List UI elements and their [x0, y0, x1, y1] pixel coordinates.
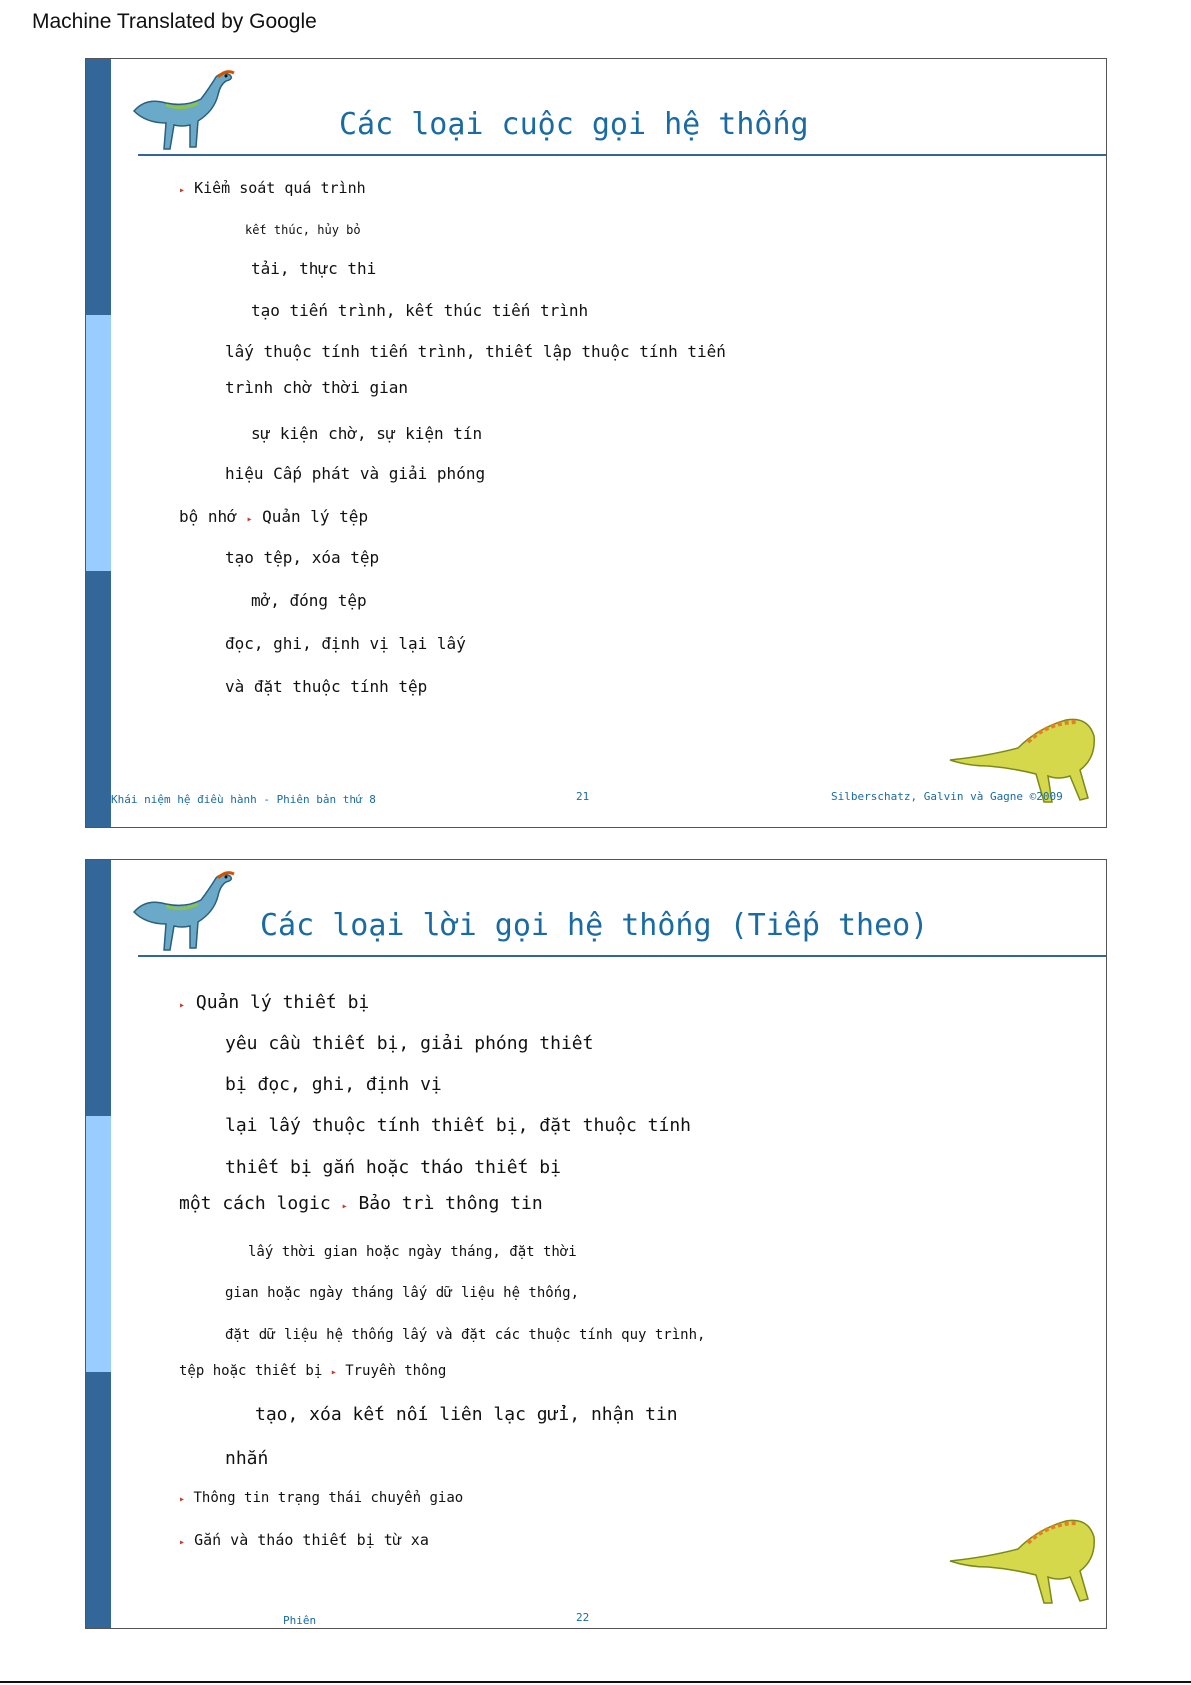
triangle-bullet-icon: ▸ — [341, 1201, 348, 1212]
list-item: lại lấy thuộc tính thiết bị, đặt thuộc tính — [225, 1115, 691, 1136]
list-item: bộ nhớ ▸ Quản lý tệp — [179, 507, 369, 526]
list-item: tải, thực thi — [251, 259, 377, 278]
list-item: đặt dữ liệu hệ thống lấy và đặt các thuộc tính quy trình, — [225, 1327, 706, 1343]
list-item: tệp hoặc thiết bị ▸ Truyền thông — [179, 1363, 447, 1379]
list-item: và đặt thuộc tính tệp — [225, 677, 428, 696]
list-item: tạo, xóa kết nối liên lạc gửi, nhận tin — [255, 1404, 678, 1425]
slide-21 — [85, 58, 1107, 828]
dinosaur-top-left-icon — [126, 67, 241, 157]
list-item: ▸ Quản lý thiết bị — [179, 992, 370, 1013]
footer-copyright: Silberschatz, Galvin và Gagne ©2009 — [831, 790, 1063, 803]
triangle-bullet-icon: ▸ — [330, 1367, 337, 1378]
list-item: lấy thời gian hoặc ngày tháng, đặt thời — [248, 1244, 577, 1260]
list-item: đọc, ghi, định vị lại lấy — [225, 634, 466, 653]
list-item: tạo tiến trình, kết thúc tiến trình — [251, 301, 589, 320]
footer-page-number: 21 — [576, 790, 590, 803]
list-item: tạo tệp, xóa tệp — [225, 548, 380, 567]
list-item: lấy thuộc tính tiến trình, thiết lập thuộc tính tiến — [225, 342, 726, 361]
list-item: mở, đóng tệp — [251, 591, 367, 610]
list-item: hiệu Cấp phát và giải phóng — [225, 464, 486, 483]
list-item: sự kiện chờ, sự kiện tín — [251, 424, 483, 443]
footer-book-title: Phiên — [283, 1614, 317, 1627]
list-item: bị đọc, ghi, định vị — [225, 1074, 442, 1095]
footer-book-title: Khái niệm hệ điều hành - Phiên bản thứ 8 — [111, 793, 376, 806]
dinosaur-bottom-right-icon — [948, 1513, 1098, 1608]
title-divider — [138, 955, 1107, 957]
title-divider — [138, 154, 1107, 156]
triangle-bullet-icon: ▸ — [179, 1000, 186, 1011]
footer-page-number: 22 — [576, 1611, 590, 1624]
list-item: ▸ Gắn và tháo thiết bị từ xa — [179, 1531, 429, 1549]
slide-22 — [85, 859, 1107, 1629]
list-item: thiết bị gắn hoặc tháo thiết bị — [225, 1157, 561, 1178]
slide-sidebar — [86, 59, 111, 827]
list-item: gian hoặc ngày tháng lấy dữ liệu hệ thống, — [225, 1285, 580, 1301]
slide-sidebar — [86, 860, 111, 1628]
triangle-bullet-icon: ▸ — [179, 185, 186, 196]
list-item: nhắn — [225, 1448, 269, 1469]
dinosaur-top-left-icon — [126, 868, 241, 958]
list-item: một cách logic ▸ Bảo trì thông tin — [179, 1193, 543, 1214]
triangle-bullet-icon: ▸ — [179, 1537, 186, 1548]
slide-title: Các loại cuộc gọi hệ thống — [339, 107, 809, 142]
list-item: yêu cầu thiết bị, giải phóng thiết — [225, 1033, 594, 1054]
page-bottom-rule — [0, 1681, 1191, 1683]
translation-banner: Machine Translated by Google — [32, 10, 317, 33]
triangle-bullet-icon: ▸ — [246, 514, 253, 525]
slide-title: Các loại lời gọi hệ thống (Tiếp theo) — [260, 908, 929, 943]
triangle-bullet-icon: ▸ — [179, 1494, 186, 1505]
list-item: ▸ Thông tin trạng thái chuyển giao — [179, 1490, 464, 1506]
list-item: trình chờ thời gian — [225, 378, 409, 397]
list-item: kết thúc, hủy bỏ — [245, 223, 361, 237]
list-item: ▸ Kiểm soát quá trình — [179, 179, 366, 197]
